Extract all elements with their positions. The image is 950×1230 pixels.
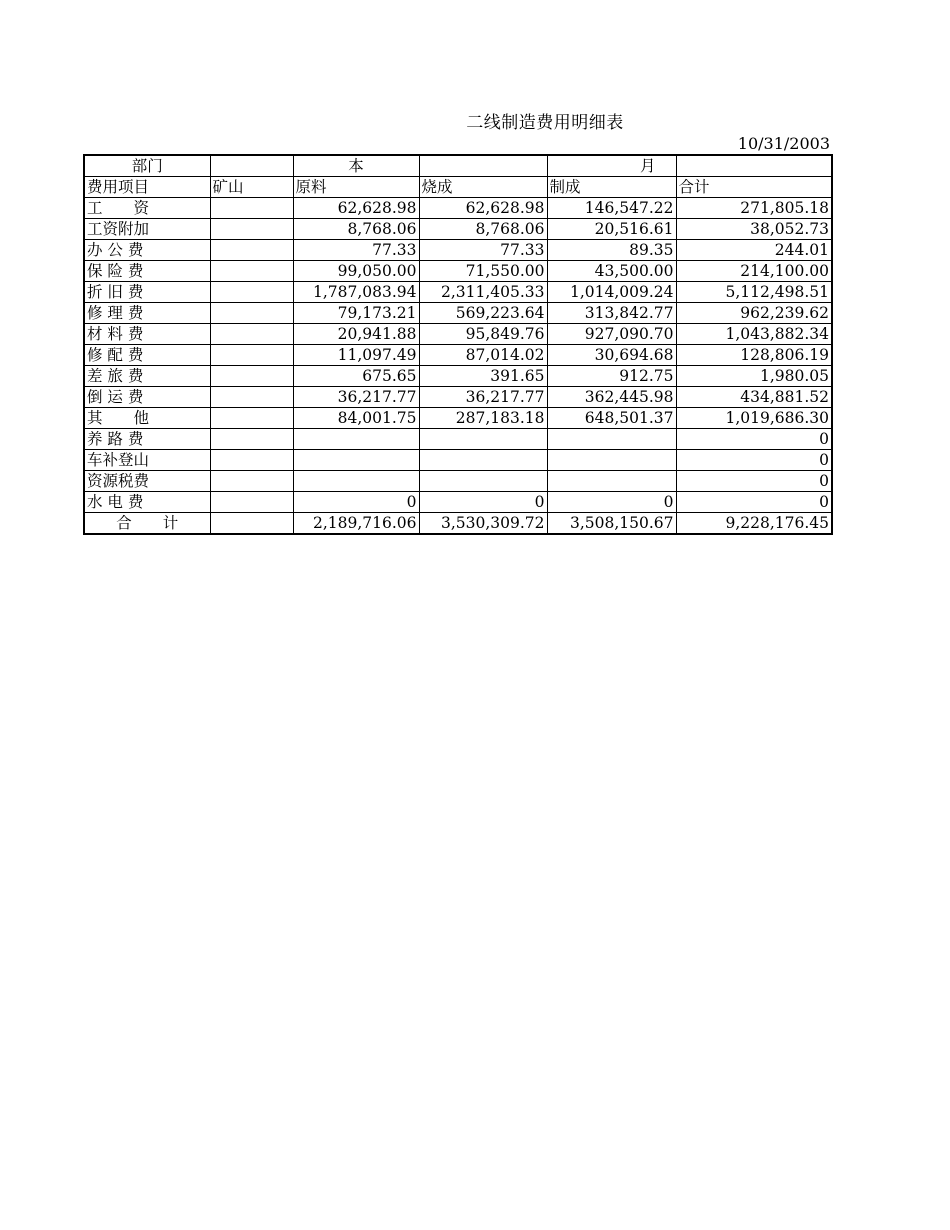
raw-cell: 79,173.21 xyxy=(293,303,419,324)
make-cell: 0 xyxy=(547,492,676,513)
report-title: 二线制造费用明细表 xyxy=(466,113,624,133)
row-label-cell: 合 计 xyxy=(84,513,210,535)
row-label-cell: 材 料 费 xyxy=(84,324,210,345)
total-cell: 214,100.00 xyxy=(676,261,832,282)
mine-cell xyxy=(210,450,293,471)
mine-cell xyxy=(210,513,293,535)
row-label-cell: 保 险 费 xyxy=(84,261,210,282)
mine-cell xyxy=(210,471,293,492)
make-cell: 30,694.68 xyxy=(547,345,676,366)
make-cell: 648,501.37 xyxy=(547,408,676,429)
header-row-department xyxy=(84,155,832,177)
make-cell: 1,014,009.24 xyxy=(547,282,676,303)
table-row xyxy=(84,198,832,219)
raw-cell: 2,189,716.06 xyxy=(293,513,419,535)
header-make-cell: 制成 xyxy=(547,177,676,198)
expense-table xyxy=(83,154,833,535)
raw-cell: 84,001.75 xyxy=(293,408,419,429)
burn-cell: 391.65 xyxy=(419,366,547,387)
make-cell: 146,547.22 xyxy=(547,198,676,219)
row-label-cell: 车补登山 xyxy=(84,450,210,471)
row-label-cell: 水 电 费 xyxy=(84,492,210,513)
row-label-cell: 办 公 费 xyxy=(84,240,210,261)
mine-cell xyxy=(210,345,293,366)
make-cell xyxy=(547,471,676,492)
header-ben-cell: 本 xyxy=(293,155,419,177)
burn-cell: 3,530,309.72 xyxy=(419,513,547,535)
mine-cell xyxy=(210,198,293,219)
header-total-cell: 合计 xyxy=(676,177,832,198)
burn-cell xyxy=(419,429,547,450)
table-row xyxy=(84,471,832,492)
table-row xyxy=(84,492,832,513)
table-row xyxy=(84,450,832,471)
table-row xyxy=(84,324,832,345)
table-row xyxy=(84,240,832,261)
total-cell: 0 xyxy=(676,429,832,450)
make-cell: 89.35 xyxy=(547,240,676,261)
table-row xyxy=(84,282,832,303)
burn-cell: 71,550.00 xyxy=(419,261,547,282)
mine-cell xyxy=(210,387,293,408)
table-row xyxy=(84,303,832,324)
total-cell: 1,019,686.30 xyxy=(676,408,832,429)
burn-cell xyxy=(419,450,547,471)
mine-cell xyxy=(210,261,293,282)
raw-cell: 675.65 xyxy=(293,366,419,387)
table-row xyxy=(84,429,832,450)
row-label-cell: 差 旅 费 xyxy=(84,366,210,387)
table-row xyxy=(84,387,832,408)
raw-cell: 11,097.49 xyxy=(293,345,419,366)
burn-cell: 8,768.06 xyxy=(419,219,547,240)
burn-cell xyxy=(419,471,547,492)
total-cell: 0 xyxy=(676,450,832,471)
burn-cell: 569,223.64 xyxy=(419,303,547,324)
header-empty-cell xyxy=(676,155,832,177)
burn-cell: 62,628.98 xyxy=(419,198,547,219)
header-empty-cell xyxy=(419,155,547,177)
header-row-columns xyxy=(84,177,832,198)
mine-cell xyxy=(210,240,293,261)
make-cell: 3,508,150.67 xyxy=(547,513,676,535)
total-row xyxy=(84,513,832,535)
raw-cell: 99,050.00 xyxy=(293,261,419,282)
make-cell: 43,500.00 xyxy=(547,261,676,282)
total-cell: 1,043,882.34 xyxy=(676,324,832,345)
row-label-cell: 修 理 费 xyxy=(84,303,210,324)
raw-cell xyxy=(293,429,419,450)
burn-cell: 95,849.76 xyxy=(419,324,547,345)
total-cell: 244.01 xyxy=(676,240,832,261)
raw-cell: 36,217.77 xyxy=(293,387,419,408)
total-cell: 0 xyxy=(676,471,832,492)
raw-cell xyxy=(293,450,419,471)
table-row xyxy=(84,345,832,366)
raw-cell: 1,787,083.94 xyxy=(293,282,419,303)
mine-cell xyxy=(210,282,293,303)
row-label-cell: 资源税费 xyxy=(84,471,210,492)
total-cell: 271,805.18 xyxy=(676,198,832,219)
mine-cell xyxy=(210,366,293,387)
row-label-cell: 其 他 xyxy=(84,408,210,429)
burn-cell: 287,183.18 xyxy=(419,408,547,429)
mine-cell xyxy=(210,408,293,429)
total-cell: 128,806.19 xyxy=(676,345,832,366)
make-cell xyxy=(547,429,676,450)
make-cell: 362,445.98 xyxy=(547,387,676,408)
raw-cell: 77.33 xyxy=(293,240,419,261)
row-label-cell: 工 资 xyxy=(84,198,210,219)
row-label-cell: 工资附加 xyxy=(84,219,210,240)
burn-cell: 2,311,405.33 xyxy=(419,282,547,303)
table-row xyxy=(84,408,832,429)
make-cell: 927,090.70 xyxy=(547,324,676,345)
header-dept-cell: 部门 xyxy=(84,155,210,177)
raw-cell: 20,941.88 xyxy=(293,324,419,345)
report-date: 10/31/2003 xyxy=(737,134,830,153)
make-cell: 313,842.77 xyxy=(547,303,676,324)
total-cell: 1,980.05 xyxy=(676,366,832,387)
table-row xyxy=(84,219,832,240)
total-cell: 434,881.52 xyxy=(676,387,832,408)
burn-cell: 77.33 xyxy=(419,240,547,261)
total-cell: 38,052.73 xyxy=(676,219,832,240)
table-row xyxy=(84,261,832,282)
header-burn-cell: 烧成 xyxy=(419,177,547,198)
header-raw-cell: 原料 xyxy=(293,177,419,198)
header-empty-cell xyxy=(210,155,293,177)
total-cell: 962,239.62 xyxy=(676,303,832,324)
total-cell: 9,228,176.45 xyxy=(676,513,832,535)
row-label-cell: 折 旧 费 xyxy=(84,282,210,303)
raw-cell xyxy=(293,471,419,492)
make-cell xyxy=(547,450,676,471)
make-cell: 912.75 xyxy=(547,366,676,387)
raw-cell: 62,628.98 xyxy=(293,198,419,219)
raw-cell: 8,768.06 xyxy=(293,219,419,240)
table-row xyxy=(84,366,832,387)
row-label-cell: 养 路 费 xyxy=(84,429,210,450)
total-cell: 5,112,498.51 xyxy=(676,282,832,303)
total-cell: 0 xyxy=(676,492,832,513)
make-cell: 20,516.61 xyxy=(547,219,676,240)
header-item-cell: 费用项目 xyxy=(84,177,210,198)
header-mine-cell: 矿山 xyxy=(210,177,293,198)
header-yue-cell: 月 xyxy=(547,155,676,177)
row-label-cell: 倒 运 费 xyxy=(84,387,210,408)
mine-cell xyxy=(210,429,293,450)
burn-cell: 87,014.02 xyxy=(419,345,547,366)
raw-cell: 0 xyxy=(293,492,419,513)
row-label-cell: 修 配 费 xyxy=(84,345,210,366)
mine-cell xyxy=(210,219,293,240)
mine-cell xyxy=(210,492,293,513)
mine-cell xyxy=(210,303,293,324)
mine-cell xyxy=(210,324,293,345)
burn-cell: 36,217.77 xyxy=(419,387,547,408)
burn-cell: 0 xyxy=(419,492,547,513)
